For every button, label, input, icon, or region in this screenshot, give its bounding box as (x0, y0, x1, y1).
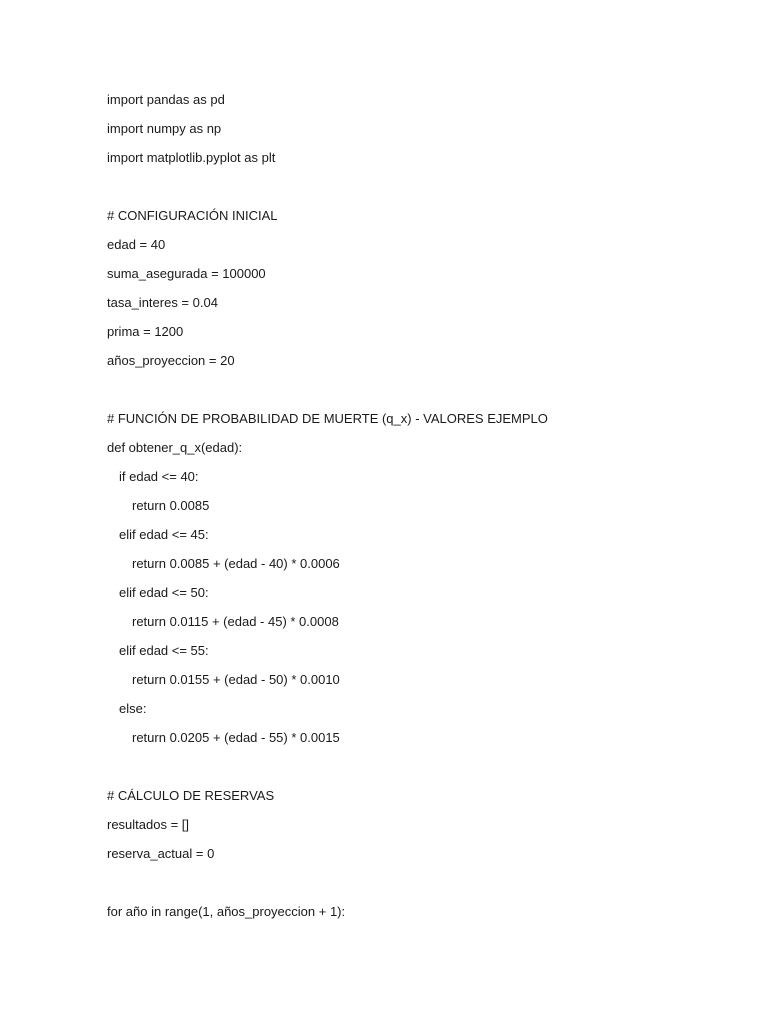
blank-line (107, 871, 747, 900)
comment-configuracion: # CONFIGURACIÓN INICIAL (107, 208, 278, 223)
code-line-elif-50: elif edad <= 50: (119, 585, 209, 600)
code-listing (107, 88, 747, 929)
code-line-return-50: return 0.0115 + (edad - 45) * 0.0008 (132, 614, 339, 629)
code-line-if-40: if edad <= 40: (119, 469, 199, 484)
code-line-else: else: (119, 701, 147, 716)
code-line-import-matplotlib: import matplotlib.pyplot as plt (107, 150, 276, 165)
code-line-return-40: return 0.0085 (132, 498, 210, 513)
code-line-suma-asegurada: suma_asegurada = 100000 (107, 266, 266, 281)
comment-calculo-reservas: # CÁLCULO DE RESERVAS (107, 788, 275, 803)
code-line-resultados: resultados = [] (107, 817, 190, 832)
code-line-import-numpy: import numpy as np (107, 121, 222, 136)
code-line-return-55: return 0.0155 + (edad - 50) * 0.0010 (132, 672, 340, 687)
code-line-elif-45: elif edad <= 45: (119, 527, 209, 542)
code-line-def-obtener-q-x: def obtener_q_x(edad): (107, 440, 243, 455)
code-line-return-45: return 0.0085 + (edad - 40) * 0.0006 (132, 556, 340, 571)
code-line-return-else: return 0.0205 + (edad - 55) * 0.0015 (132, 730, 340, 745)
code-line-prima: prima = 1200 (107, 324, 184, 339)
code-line-import-pandas: import pandas as pd (107, 92, 225, 107)
blank-line (107, 175, 747, 204)
blank-line (107, 378, 747, 407)
code-line-edad: edad = 40 (107, 237, 166, 252)
code-line-for-loop: for año in range(1, años_proyeccion + 1): (107, 904, 346, 919)
code-line-elif-55: elif edad <= 55: (119, 643, 209, 658)
code-line-anos-proyeccion: años_proyeccion = 20 (107, 353, 235, 368)
code-line-tasa-interes: tasa_interes = 0.04 (107, 295, 218, 310)
blank-line (107, 755, 747, 784)
comment-funcion-probabilidad: # FUNCIÓN DE PROBABILIDAD DE MUERTE (q_x) - VALORES EJEMPLO (107, 411, 548, 426)
code-line-reserva-actual: reserva_actual = 0 (107, 846, 215, 861)
